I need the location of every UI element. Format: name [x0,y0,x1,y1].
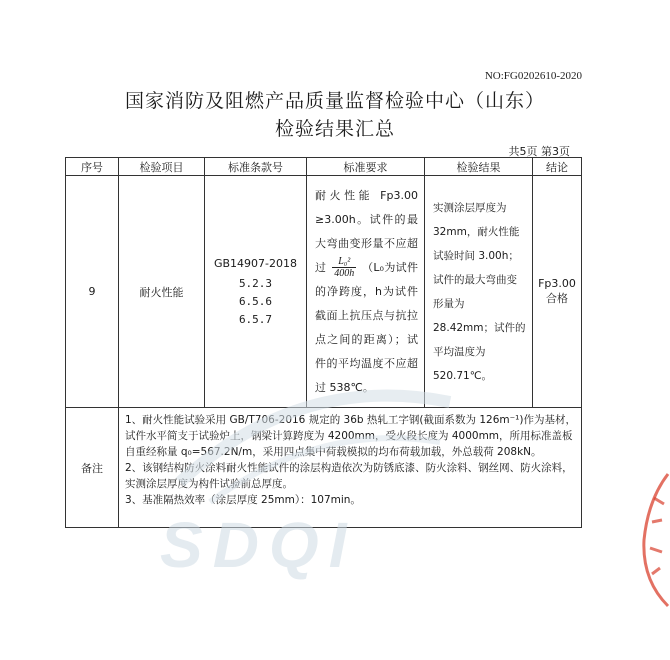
requirement-text: 耐火性能 Fp3.00 ≥3.00h。试件的最大弯曲变形量不应超过 [315,188,418,274]
note-item: 1、耐火性能试验采用 GB/T706-2016 规定的 36b 热轧工字钢(截面系数为 126m⁻¹)作为基材，试件水平简支于试验炉上，钢梁计算跨度为 4200mm，受火段长度为 4000mm，所用标准盖板自重经称量 q₀=567.2N/m，采用四点集中荷载模拟的均布荷载加载，外总载荷 208kN。 [125,414,576,458]
document-number: NO:FG0202610-2020 [484,70,582,82]
requirement-cell [307,176,425,408]
note-item: 2、该钢结构防火涂料耐火性能试件的涂层构造依次为防锈底漆、防火涂料、钢丝网、防火涂料，实测涂层厚度为构件试验前总厚度。 [125,462,573,490]
conclusion-grade: Fp3.00 [538,277,576,290]
formula-numerator: L₀² [332,256,356,268]
table-row [66,176,582,408]
table-header-row [66,158,582,176]
result-cell: 实测涂层厚度为 32mm，耐火性能试验时间 3.00h；试件的最大弯曲变形量为 28.42mm；试件的平均温度为 520.71℃。 [425,176,533,408]
seq-cell: 9 [66,176,119,408]
notes-cell [119,408,582,528]
standard-clause: 6.5.6 [238,294,273,308]
column-header: 标准要求 [307,158,425,176]
formula-denominator: 400h [334,268,355,279]
standard-cell [205,176,307,408]
note-item: 3、基准隔热效率（涂层厚度 25mm）：107min。 [125,494,361,506]
conclusion-verdict: 合格 [546,292,568,305]
notes-label: 备注 [66,408,119,528]
column-header: 结论 [533,158,582,176]
column-header: 序号 [66,158,119,176]
results-table [65,157,582,528]
red-seal-stamp [638,470,670,610]
document-subtitle: 检验结果汇总 [274,118,395,140]
requirement-text: （L₀为试件的净跨度，h为试件截面上抗压点与抗拉点之间的距离）；试件的平均温度不应超过 538℃。 [315,260,419,394]
watermark-text: SDQI [160,509,357,581]
standard-code: GB14907-2018 [213,256,298,270]
deflection-formula [332,256,356,279]
notes-row [66,408,582,528]
column-header: 检验结果 [425,158,533,176]
page-indicator: 共5页 第3页 [508,145,570,158]
item-cell: 耐火性能 [119,176,205,408]
column-header: 检验项目 [119,158,205,176]
document-title: 国家消防及阻燃产品质量监督检验中心（山东） [124,90,545,112]
conclusion-cell [533,176,582,408]
column-header: 标准条款号 [205,158,307,176]
standard-clause: 5.2.3 [238,276,273,290]
standard-clause: 6.5.7 [238,312,273,326]
